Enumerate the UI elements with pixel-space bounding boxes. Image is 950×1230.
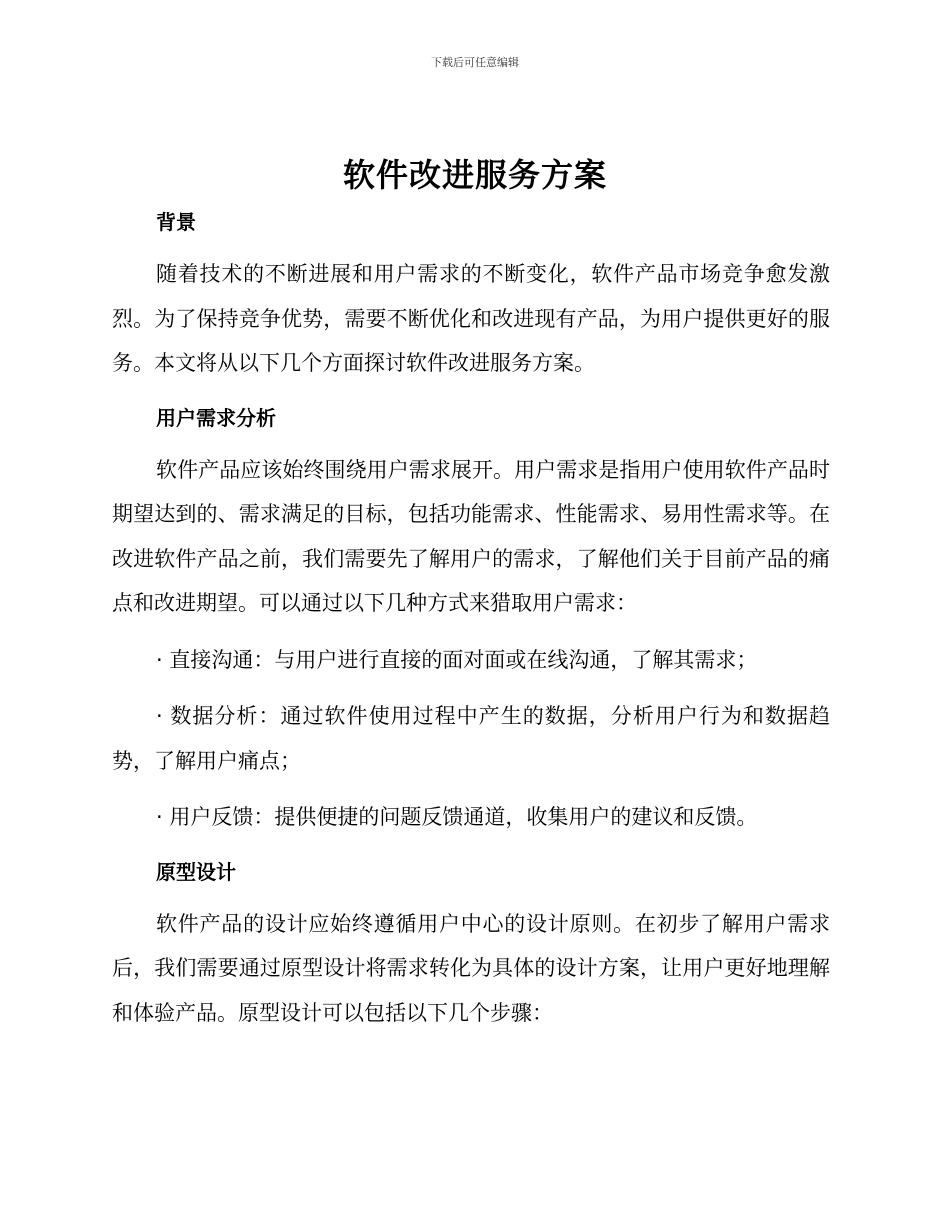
section-heading-user-needs: 用户需求分析 <box>156 405 276 430</box>
section-heading-background: 背景 <box>156 210 196 234</box>
bullet-item-user-feedback: · 用户反馈：提供便捷的问题反馈通道，收集用户的建议和反馈。 <box>156 805 758 829</box>
paragraph: 随着技术的不断进展和用户需求的不断变化，软件产品市场竞争愈发激烈。为了保持竞争优势，需要不断优化和改进现有产品，为用户提供更好的服务。本文将从以下几个方面探讨软件改进服务方案。 <box>112 262 830 375</box>
section-heading-prototype-design: 原型设计 <box>156 859 236 884</box>
document-title: 软件改进服务方案 <box>342 156 607 194</box>
bullet-item-direct-communication: · 直接沟通：与用户进行直接的面对面或在线沟通，了解其需求； <box>156 647 758 672</box>
paragraph: 软件产品的设计应始终遵循用户中心的设计原则。在初步了解用户需求后，我们需要通过原型设计将需求转化为具体的设计方案，让用户更好地理解和体验产品。原型设计可以包括以下几个步骤： <box>112 911 830 1025</box>
bullet-item-data-analysis: · 数据分析：通过软件使用过程中产生的数据，分析用户行为和数据趋势，了解用户痛点； <box>112 704 830 773</box>
paragraph: 软件产品应该始终围绕用户需求展开。用户需求是指用户使用软件产品时期望达到的、需求满足的目标，包括功能需求、性能需求、易用性需求等。在改进软件产品之前，我们需要先了解用户的需求，了解他们关于目前产品的痛点和改进期望。可以通过以下几种方式来猎取用户需求： <box>112 457 830 615</box>
document-body <box>112 202 830 1035</box>
page-header-note: 下载后可任意编辑 <box>431 56 519 69</box>
